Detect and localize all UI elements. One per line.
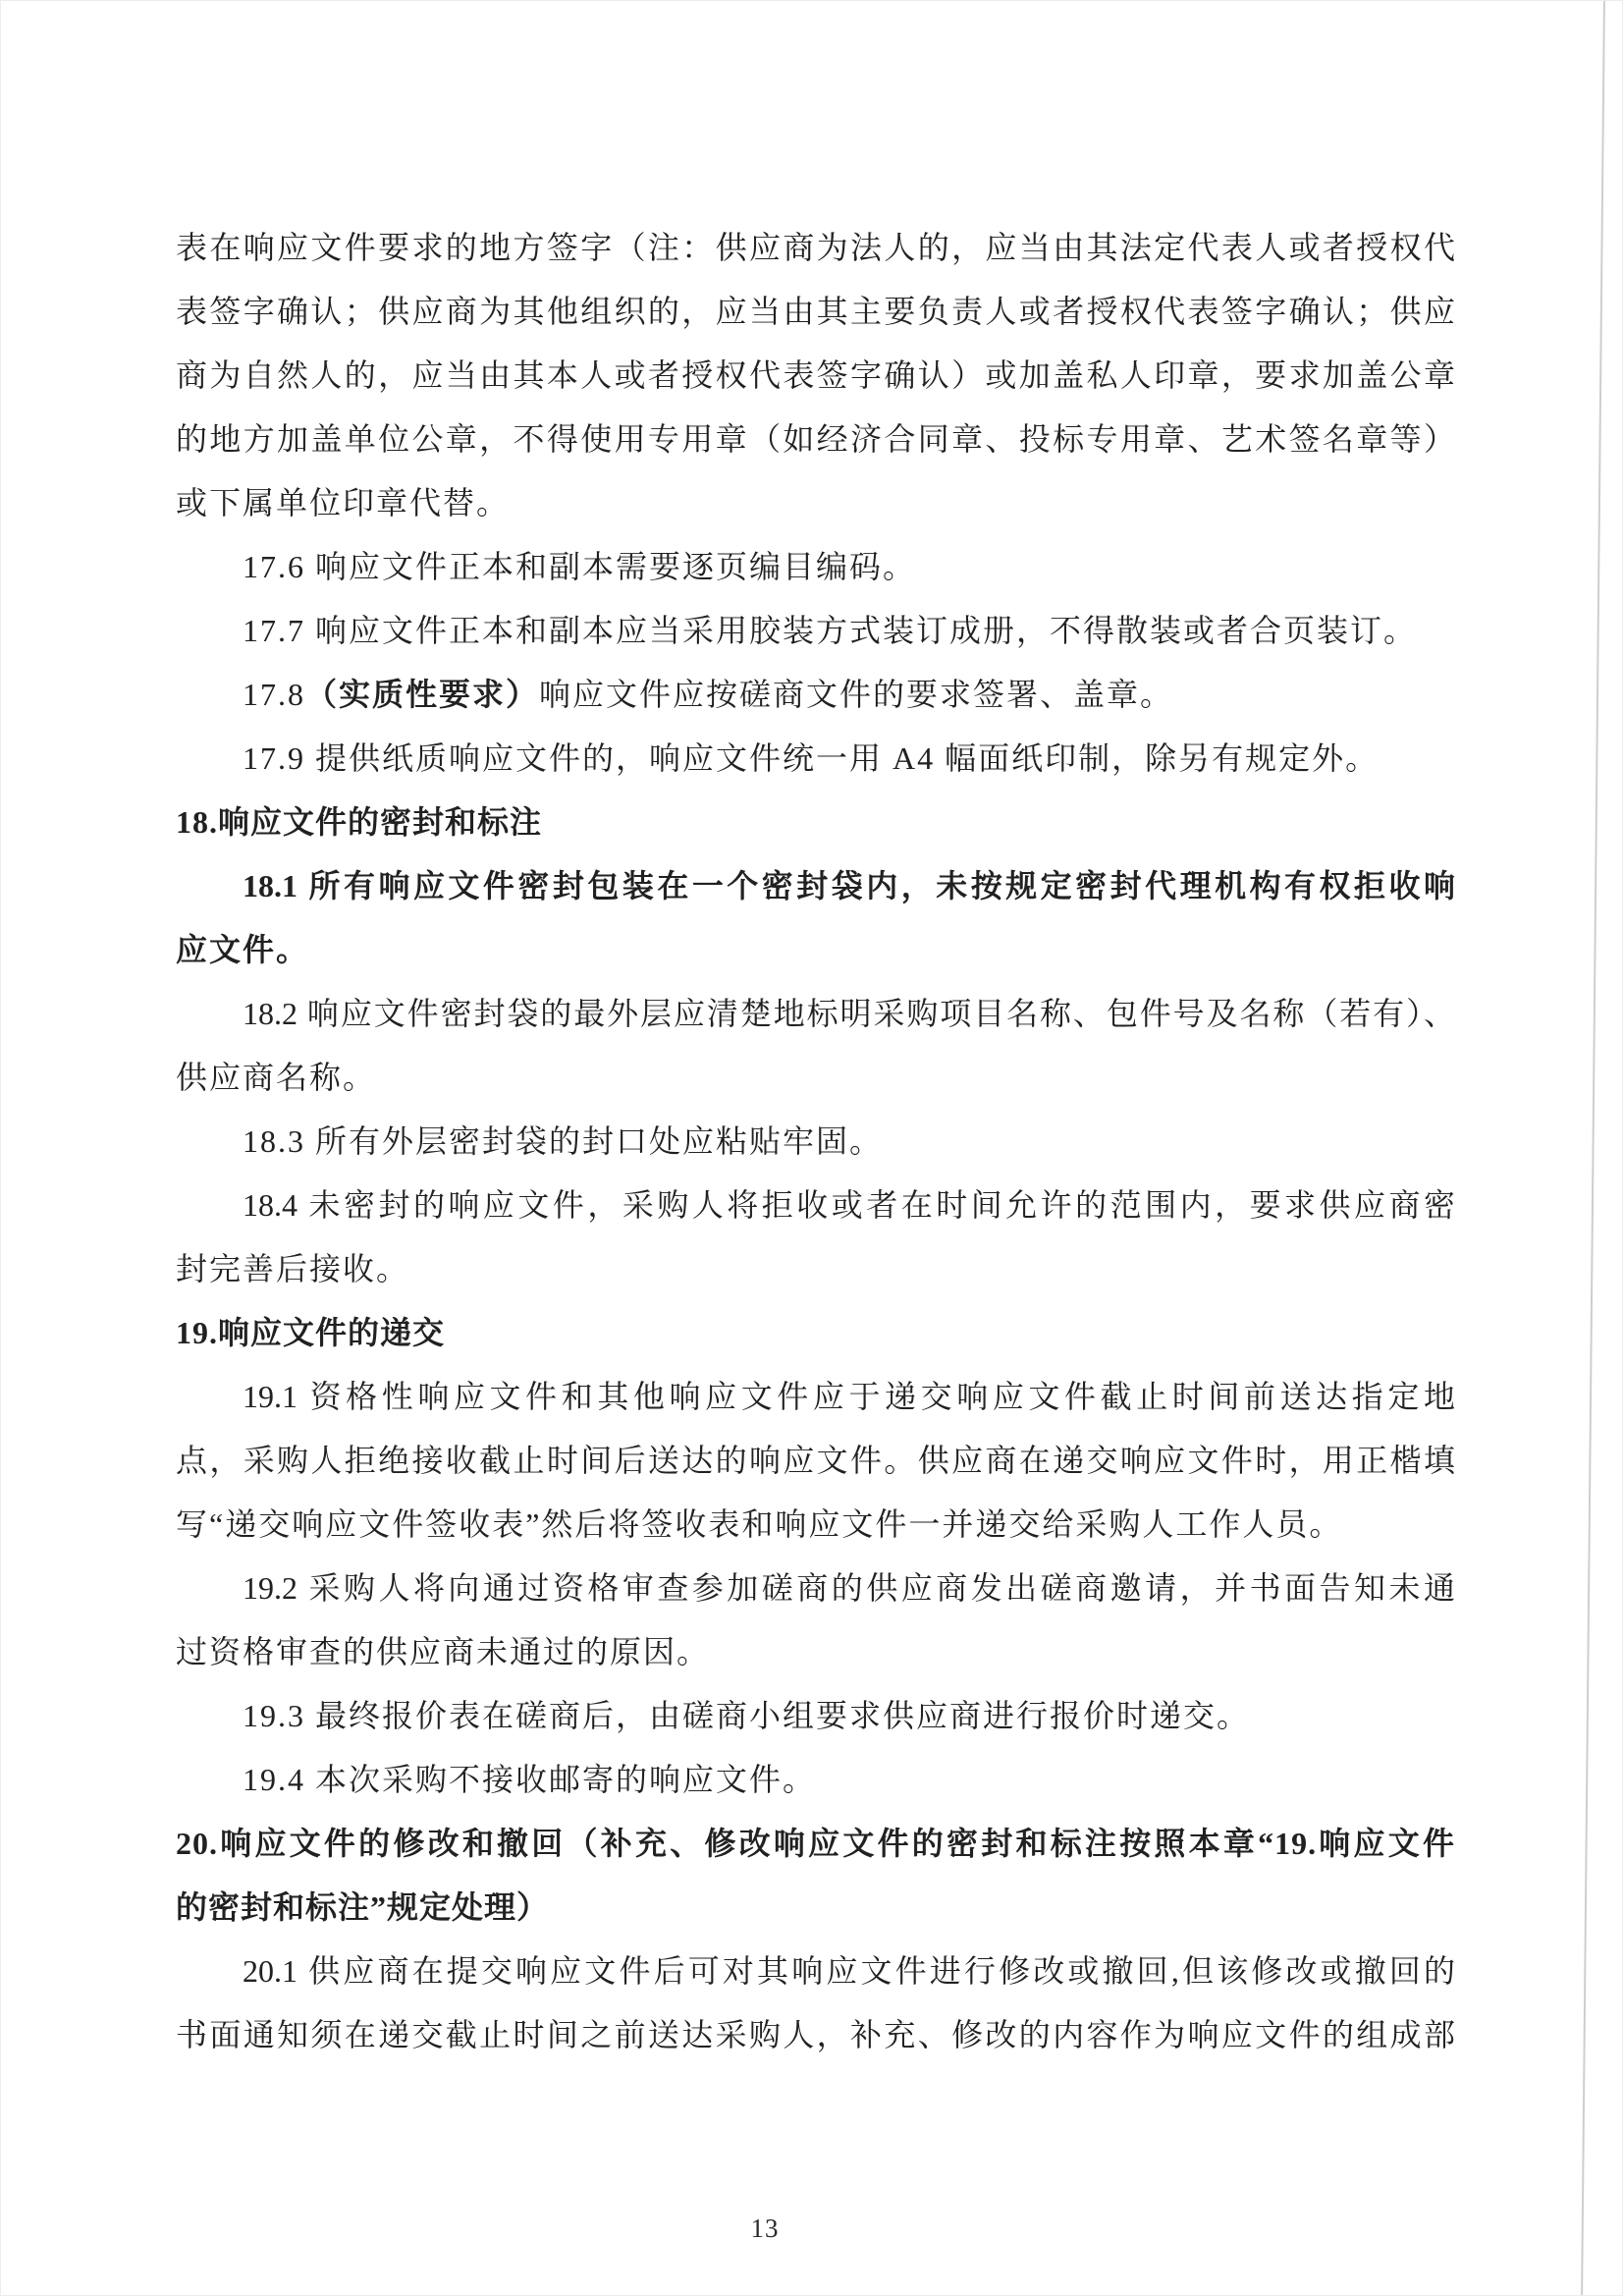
text-segment: 过资格审查的供应商未通过的原因。 xyxy=(176,1634,711,1669)
document-body xyxy=(176,216,1455,2067)
text-segment: 表在响应文件要求的地方签字（注：供应商为法人的，应当由其法定代表人或者授权代 xyxy=(176,230,1455,265)
section-heading xyxy=(176,1812,1455,1876)
text-line xyxy=(176,982,1455,1046)
text-segment: 18.4 未密封的响应文件，采购人将拒收或者在时间允许的范围内，要求供应商密 xyxy=(243,1187,1455,1223)
text-line xyxy=(176,2003,1455,2067)
text-segment: 写“递交响应文件签收表”然后将签收表和响应文件一并递交给采购人工作人员。 xyxy=(176,1506,1343,1542)
text-line xyxy=(176,1110,1455,1174)
text-segment: 表签字确认；供应商为其他组织的，应当由其主要负责人或者授权代表签字确认；供应 xyxy=(176,294,1455,329)
text-segment: 的密封和标注”规定处理） xyxy=(176,1889,550,1925)
emphasis-text: （实质性要求） xyxy=(305,677,540,712)
section-heading xyxy=(176,791,1455,854)
text-segment: 19.3 最终报价表在磋商后，由磋商小组要求供应商进行报价时递交。 xyxy=(243,1698,1251,1733)
text-segment: 或下属单位印章代替。 xyxy=(176,485,511,520)
page-number xyxy=(1,2209,1529,2248)
text-line xyxy=(176,280,1455,344)
text-segment: 点，采购人拒绝接收截止时间后送达的响应文件。供应商在递交响应文件时，用正楷填 xyxy=(176,1443,1455,1478)
text-line xyxy=(176,1748,1455,1812)
text-segment: 商为自然人的，应当由其本人或者授权代表签字确认）或加盖私人印章，要求加盖公章 xyxy=(176,357,1455,393)
text-line xyxy=(176,727,1455,791)
text-segment: 19.1 资格性响应文件和其他响应文件应于递交响应文件截止时间前送达指定地 xyxy=(243,1379,1455,1414)
text-segment: 17.6 响应文件正本和副本需要逐页编目编码。 xyxy=(243,549,917,584)
text-segment: 17.9 提供纸质响应文件的，响应文件统一用 A4 幅面纸印制，除另有规定外。 xyxy=(243,740,1380,776)
text-segment: 19.4 本次采购不接收邮寄的响应文件。 xyxy=(243,1762,817,1797)
text-segment: 书面通知须在递交截止时间之前送达采购人，补充、修改的内容作为响应文件的组成部 xyxy=(176,2017,1455,2052)
text-line xyxy=(176,663,1455,727)
text-line xyxy=(176,1557,1455,1620)
text-segment: 18.响应文件的密封和标注 xyxy=(176,804,543,840)
text-line xyxy=(176,918,1455,982)
text-segment: 20.响应文件的修改和撤回（补充、修改响应文件的密封和标注按照本章“19.响应文件 xyxy=(176,1826,1455,1861)
text-line xyxy=(176,854,1455,918)
text-segment: 18.1 所有响应文件密封包装在一个密封袋内，未按规定密封代理机构有权拒收响 xyxy=(243,868,1455,903)
text-segment: 17.7 响应文件正本和副本应当采用胶装方式装订成册，不得散装或者合页装订。 xyxy=(243,613,1418,648)
text-segment: 18.3 所有外层密封袋的封口处应粘贴牢固。 xyxy=(243,1123,884,1159)
text-line xyxy=(176,408,1455,471)
text-line xyxy=(176,1429,1455,1493)
text-segment: 20.1 供应商在提交响应文件后可对其响应文件进行修改或撤回,但该修改或撤回的 xyxy=(243,1953,1455,1989)
text-segment: 19.2 采购人将向通过资格审查参加磋商的供应商发出磋商邀请，并书面告知未通 xyxy=(243,1570,1455,1606)
text-segment: 供应商名称。 xyxy=(176,1060,377,1095)
text-line xyxy=(176,1046,1455,1110)
text-line xyxy=(176,1237,1455,1301)
text-segment: 封完善后接收。 xyxy=(176,1251,410,1286)
text-line xyxy=(176,471,1455,535)
text-segment: 18.2 响应文件密封袋的最外层应清楚地标明采购项目名称、包件号及名称（若有）、 xyxy=(243,996,1455,1031)
text-line xyxy=(176,1684,1455,1748)
scan-artifact-line xyxy=(1581,0,1605,2296)
text-line xyxy=(176,344,1455,408)
page-number-value: 13 xyxy=(750,2214,780,2243)
text-segment: 的地方加盖单位公章，不得使用专用章（如经济合同章、投标专用章、艺术签名章等） xyxy=(176,421,1455,457)
text-line xyxy=(176,1620,1455,1684)
text-segment: 17.8 xyxy=(243,677,305,712)
text-segment: 应文件。 xyxy=(176,932,310,967)
text-segment: 19.响应文件的递交 xyxy=(176,1315,446,1350)
text-line xyxy=(176,216,1455,280)
text-line xyxy=(176,535,1455,599)
text-line xyxy=(176,599,1455,663)
text-line xyxy=(176,1174,1455,1237)
text-line xyxy=(176,1365,1455,1429)
section-heading xyxy=(176,1301,1455,1365)
text-line xyxy=(176,1940,1455,2003)
section-heading xyxy=(176,1876,1455,1940)
text-line xyxy=(176,1493,1455,1557)
text-segment: 响应文件应按磋商文件的要求签署、盖章。 xyxy=(539,677,1174,712)
